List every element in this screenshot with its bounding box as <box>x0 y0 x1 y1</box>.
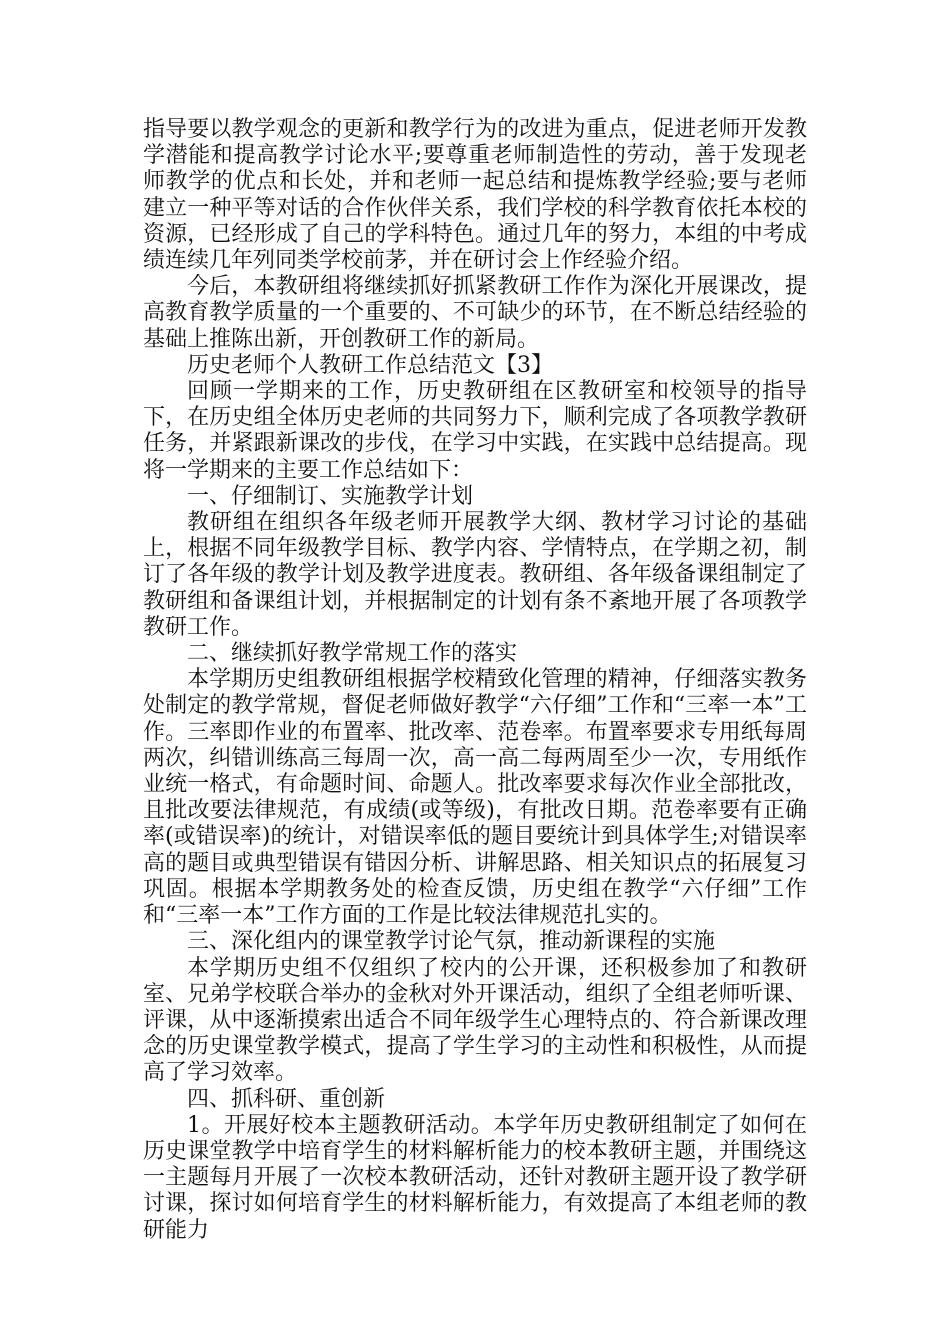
paragraph-section-3: 本学期历史组不仅组织了校内的公开课，还积极参加了和教研室、兄弟学校联合举办的金秋对外开课活动，组织了全组老师听课、评课，从中逐渐摸索出适合不同年级学生心理特点的、符合新课改理念的历史课堂教学模式，提高了学生学习的主动性和积极性，从而提高了学习效率。 <box>143 955 807 1086</box>
paragraph-future-plan: 今后，本教研组将继续抓好抓紧教研工作作为深化开展课改，提高教育教学质量的一个重要的、不可缺少的环节，在不断总结经验的基础上推陈出新，开创教研工作的新局。 <box>143 274 807 352</box>
heading-section-3: 三、深化组内的课堂教学讨论气氛，推动新课程的实施 <box>187 929 716 955</box>
paragraph-section-2: 本学期历史组教研组根据学校精致化管理的精神，仔细落实教务处制定的教学常规，督促老师做好教学“六仔细”工作和“三率一本”工作。三率即作业的布置率、批改率、范卷率。布置率要求专用纸每周两次，纠错训练高三每周一次，高一高二每两周至少一次，专用纸作业统一格式，有命题时间、命题人。批改率要求每次作业全部批改，且批改要法律规范，有成绩(或等级)，有批改日期。范卷率要有正确率(或错误率)的统计，对错误率低的题目要统计到具体学生;对错误率高的题目或典型错误有错因分析、讲解思路、相关知识点的拓展复习巩固。根据本学期教务处的检查反馈，历史组在教学“六仔细”工作和“三率一本”工作方面的工作是比较法律规范扎实的。 <box>143 667 807 929</box>
paragraph-section-4-item-1: 1。开展好校本主题教研活动。本学年历史教研组制定了如何在历史课堂教学中培育学生的材料解析能力的校本教研主题，并围绕这一主题每月开展了一次校本教研活动，还针对教研主题开设了教学研讨课，探讨如何培育学生的材料解析能力，有效提高了本组老师的教研能力 <box>143 1112 807 1243</box>
document-body <box>143 117 807 1244</box>
heading-section-1: 一、仔细制订、实施教学计划 <box>187 483 474 509</box>
heading-section-4: 四、抓科研、重创新 <box>187 1086 386 1112</box>
paragraph-review: 回顾一学期来的工作，历史教研组在区教研室和校领导的指导下，在历史组全体历史老师的共同努力下，顺利完成了各项教学教研任务，并紧跟新课改的步伐，在学习中实践，在实践中总结提高。现将一学期来的主要工作总结如下： <box>143 379 807 483</box>
paragraph-section-1: 教研组在组织各年级老师开展教学大纲、教材学习讨论的基础上，根据不同年级教学目标、教学内容、学情特点，在学期之初，制订了各年级的教学计划及教学进度表。教研组、各年级备课组制定了教研组和备课组计划，并根据制定的计划有条不紊地开展了各项教学教研工作。 <box>143 510 807 640</box>
paragraph-guidance: 指导要以教学观念的更新和教学行为的改进为重点，促进老师开发教学潜能和提高教学讨论水平;要尊重老师制造性的劳动，善于发现老师教学的优点和长处，并和老师一起总结和提炼教学经验;要与老师建立一种平等对话的合作伙伴关系，我们学校的科学教育依托本校的资源，已经形成了自己的学科特色。通过几年的努力，本组的中考成绩连续几年列同类学校前茅，并在研讨会上作经验介绍。 <box>143 117 807 274</box>
section-title-sample-3: 历史老师个人教研工作总结范文【3】 <box>187 352 553 378</box>
heading-section-2: 二、继续抓好教学常规工作的落实 <box>187 641 518 667</box>
